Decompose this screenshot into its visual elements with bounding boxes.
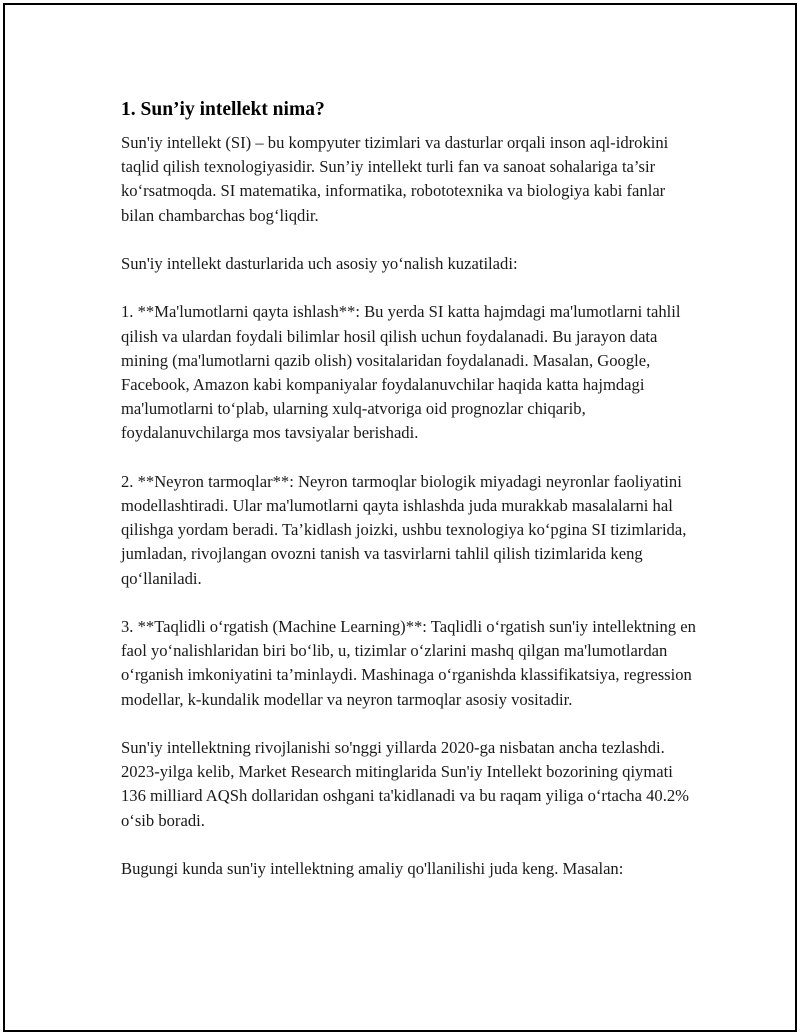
neural-networks-paragraph: 2. **Neyron tarmoqlar**: Neyron tarmoqlar biologik miyadagi neyronlar faoliyatini modellashtiradi. Ular ma'lumotlarni qayta ishlashda juda murakkab masalalarni hal qilishga yordam beradi. Ta’kidlash joizki, ushbu texnologiya ko‘pgina SI tizimlarida, jumladan, rivojlangan ovozni tanish va tasvirlarni tahlil qilish tizimlarida keng qo‘llaniladi. [121, 471, 687, 588]
page-border [3, 3, 797, 1032]
intro-paragraph: Sun'iy intellekt (SI) – bu kompyuter tizimlari va dasturlar orqali inson aql-idrokini taqlid qilish texnologiyasidir. Sun’iy intellekt turli fan va sanoat sohalariga ta’sir ko‘rsatmoqda. SI matematika, informatika, robototexnika va biologiya kabi fanlar bilan chambarchas bog‘liqdir. [121, 133, 669, 225]
document-body [121, 97, 701, 905]
market-growth-paragraph: Sun'iy intellektning rivojlanishi so'nggi yillarda 2020-ga nisbatan ancha tezlashdi. 2023-yilga kelib, Market Research mitinglarida Sun'iy Intellekt bozorining qiymati 136 milliard AQSh dollaridan oshgani ta'kidlanadi va bu raqam yiliga o‘rtacha 40.2% o‘sib boradi. [121, 738, 689, 830]
applications-paragraph: Bugungi kunda sun'iy intellektning amaliy qo'llanilishi juda keng. Masalan: [121, 859, 624, 878]
machine-learning-paragraph: 3. **Taqlidli o‘rgatish (Machine Learning)**: Taqlidli o‘rgatish sun'iy intellektning en faol yo‘nalishlaridan biri bo‘lib, u, tizimlar o‘zlarini mashq qilgan ma'lumotlardan o‘rganish imkoniyatini ta’minlaydi. Mashinaga o‘rganishda klassifikatsiya, regression modellar, k-kundalik modellar va neyron tarmoqlar asosiy vositadir. [121, 617, 696, 709]
directions-intro-paragraph: Sun'iy intellekt dasturlarida uch asosiy yo‘nalish kuzatiladi: [121, 254, 518, 273]
data-processing-paragraph: 1. **Ma'lumotlarni qayta ishlash**: Bu yerda SI katta hajmdagi ma'lumotlarni tahlil qilish va ulardan foydali bilimlar hosil qilish uchun foydalanadi. Bu jarayon data mining (ma'lumotlarni qazib olish) vositalaridan foydalanadi. Masalan, Google, Facebook, Amazon kabi kompaniyalar foydalanuvchilar haqida katta hajmdagi ma'lumotlarni to‘plab, ularning xulq-atvoriga oid prognozlar chiqarib, foydalanuvchilarga mos tavsiyalar berishadi. [121, 302, 681, 443]
section-heading: 1. Sun’iy intellekt nima? [121, 99, 325, 120]
